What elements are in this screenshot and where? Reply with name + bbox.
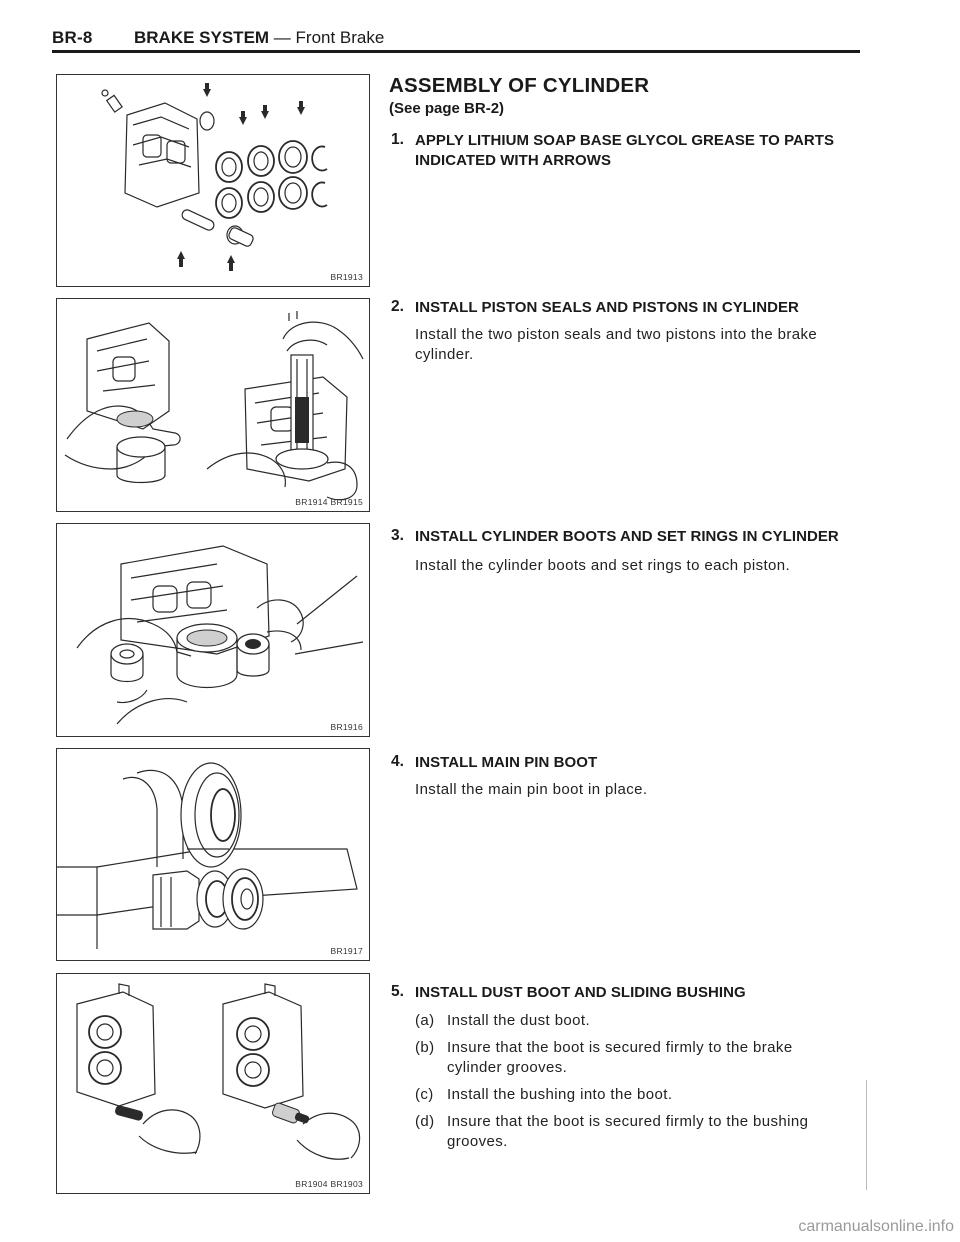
- header-section: BRAKE SYSTEM: [134, 28, 270, 47]
- step-number: 2.: [391, 298, 404, 315]
- section-title: ASSEMBLY OF CYLINDER: [389, 74, 650, 97]
- page-id: BR-8: [52, 28, 93, 47]
- sub-item-line: Insure that the boot is secured firmly to the brake: [447, 1039, 793, 1056]
- sub-item-line: Install the bushing into the boot.: [447, 1086, 673, 1103]
- step-number: 4.: [391, 753, 404, 770]
- sub-item-label: (c): [415, 1086, 434, 1103]
- sub-item-label: (a): [415, 1012, 435, 1029]
- piston-install-illustration: [57, 299, 369, 511]
- sub-item-text: [447, 1011, 871, 1031]
- figure-code: BR1913: [330, 272, 363, 282]
- step-number: 1.: [391, 131, 404, 148]
- sub-item-line: cylinder grooves.: [447, 1059, 568, 1076]
- step-heading: INSTALL MAIN PIN BOOT: [415, 754, 598, 771]
- step-heading-line: APPLY LITHIUM SOAP BASE GLYCOL GREASE TO PARTS: [415, 132, 835, 149]
- header-rule: [52, 50, 860, 53]
- figure-code: BR1917: [330, 946, 363, 956]
- piston-row-bottom: [216, 177, 327, 218]
- sub-item-text: [447, 1085, 871, 1105]
- watermark: carmanualsonline.info: [798, 1218, 954, 1235]
- step-body: [415, 325, 869, 365]
- edge-line: [866, 1080, 867, 1190]
- pin-boot-illustration: [57, 749, 369, 960]
- step-heading: INSTALL PISTON SEALS AND PISTONS IN CYLINDER: [415, 299, 799, 316]
- sub-item-label: (b): [415, 1039, 435, 1056]
- boot-install-illustration: [57, 524, 369, 736]
- sub-item-line: grooves.: [447, 1133, 508, 1150]
- step-body: [415, 556, 869, 576]
- figure-code: BR1916: [330, 722, 363, 732]
- figure-piston-install: [56, 298, 370, 512]
- sub-item-line: Install the dust boot.: [447, 1012, 591, 1029]
- step-body-line: cylinder.: [415, 346, 474, 363]
- section-subtitle: (See page BR-2): [389, 100, 505, 117]
- step-body: [415, 780, 869, 800]
- step-body-line: Install the main pin boot in place.: [415, 781, 648, 798]
- step-heading: INSTALL DUST BOOT AND SLIDING BUSHING: [415, 984, 746, 1001]
- sub-item-label: (d): [415, 1113, 435, 1130]
- step-body-line: Install the cylinder boots and set rings to each piston.: [415, 557, 791, 574]
- figure-boot-install: [56, 523, 370, 737]
- step-number: 5.: [391, 983, 404, 1000]
- step-heading-line: INDICATED WITH ARROWS: [415, 152, 612, 169]
- step-heading: [415, 131, 875, 171]
- caliper-exploded-illustration: [57, 75, 369, 286]
- figure-pin-boot: [56, 748, 370, 961]
- dust-boot-illustration: [57, 974, 369, 1193]
- header-subsection: Front Brake: [295, 28, 385, 47]
- figure-caliper-exploded: [56, 74, 370, 287]
- figure-dust-boot: [56, 973, 370, 1194]
- figure-code: BR1904 BR1903: [295, 1179, 363, 1189]
- step-body-line: Install the two piston seals and two pistons into the brake: [415, 326, 818, 343]
- step-number: 3.: [391, 527, 404, 544]
- sub-item-text: [447, 1112, 871, 1152]
- sub-item-line: Insure that the boot is secured firmly to the bushing: [447, 1113, 809, 1130]
- header-title: [134, 28, 384, 48]
- piston-row-top: [216, 141, 327, 182]
- step-heading: INSTALL CYLINDER BOOTS AND SET RINGS IN CYLINDER: [415, 528, 839, 545]
- header-separator: —: [269, 28, 296, 47]
- figure-code: BR1914 BR1915: [295, 497, 363, 507]
- sub-item-text: [447, 1038, 871, 1078]
